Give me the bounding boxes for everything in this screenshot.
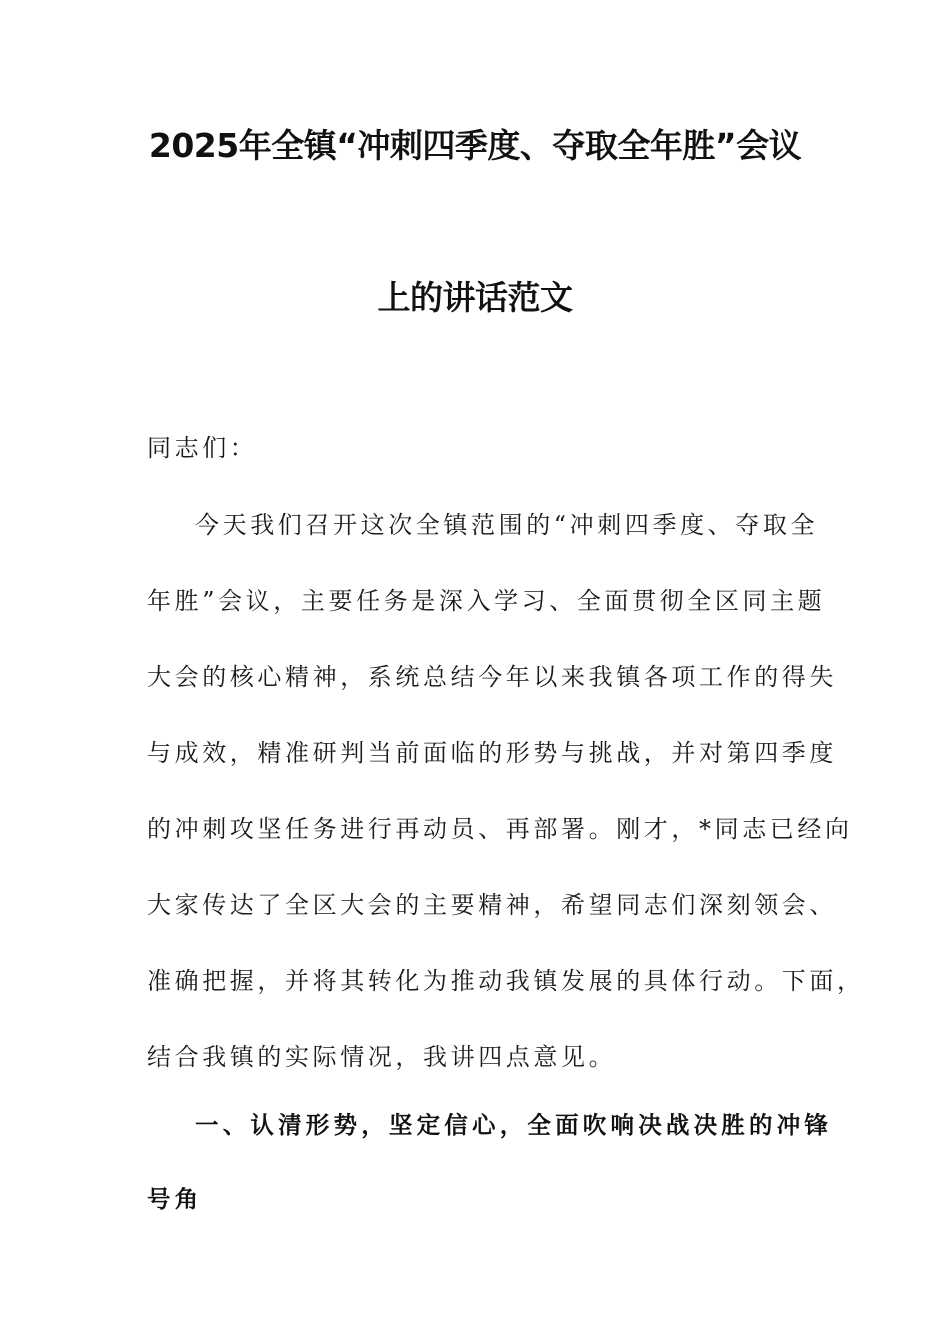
paragraph-line: 结合我镇的实际情况，我讲四点意见。 [147, 1043, 617, 1071]
section-heading [147, 1106, 833, 1216]
paragraph-line: 大会的核心精神，系统总结今年以来我镇各项工作的得失 [147, 663, 837, 691]
document-title-line-1: 2025年全镇“冲刺四季度、夺取全年胜”会议 [148, 126, 802, 165]
paragraph-line: 的冲刺攻坚任务进行再动员、再部署。刚才，*同志已经向 [147, 815, 853, 843]
paragraph-line: 与成效，精准研判当前面临的形势与挑战，并对第四季度 [147, 739, 837, 767]
paragraph-line: 年胜”会议，主要任务是深入学习、全面贯彻全区同主题 [147, 587, 826, 615]
document-title-line-2: 上的讲话范文 [377, 278, 573, 317]
section-heading-line: 一、认清形势，坚定信心，全面吹响决战决胜的冲锋 [195, 1111, 833, 1139]
paragraph-line: 今天我们召开这次全镇范围的“冲刺四季度、夺取全 [195, 511, 819, 539]
salutation: 同志们： [147, 434, 258, 462]
paragraph-line: 大家传达了全区大会的主要精神，希望同志们深刻领会、 [147, 891, 837, 919]
paragraph-line: 准确把握，并将其转化为推动我镇发展的具体行动。下面， [147, 967, 865, 995]
intro-paragraph [147, 505, 865, 1071]
section-heading-line: 号角 [147, 1185, 203, 1213]
